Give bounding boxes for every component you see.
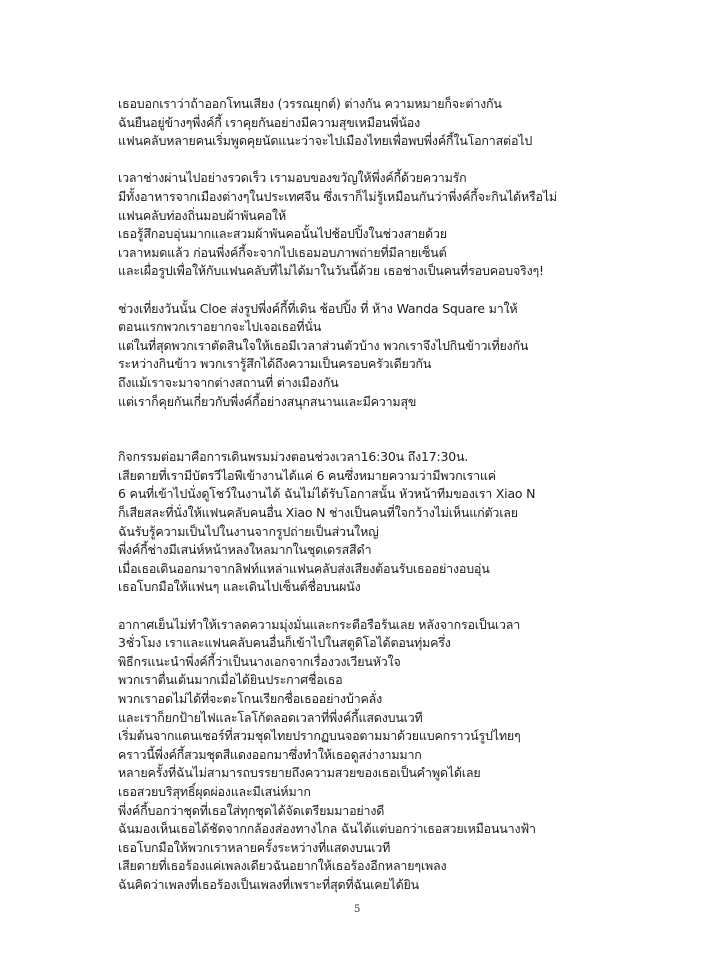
text-line: เริ่มต้นจากแดนเซอร์ที่สวมชุดไทยปรากฏบนจอตามมาด้วยแบคกราวน์รูปไทยๆ	[118, 728, 521, 744]
text-line: เธอรู้สึกอบอุ่นมากและสวมผ้าพันคอนั้นไปช้อปปิ้งในช่วงสายด้วย	[118, 226, 447, 242]
text-line: ฉันรับรู้ความเป็นไปในงานจากรูปถ่ายเป็นส่วนใหญ่	[118, 523, 379, 539]
text-line: และเราก็ยกป้ายไฟและโลโก้ตลอดเวลาที่พี่งค์กี้แสดงบนเวที	[118, 709, 423, 725]
paragraph-2	[118, 169, 618, 281]
paragraph-1	[118, 95, 618, 151]
text-line: แฟนคลับท่องถิ่นมอบผ้าพันคอให้	[118, 207, 286, 223]
text-line: ฉันมองเห็นเธอได้ชัดจากกล้องส่องทางไกล ฉันได้แต่บอกว่าเธอสวยเหมือนนางฟ้า	[118, 821, 536, 837]
document-body	[118, 95, 618, 913]
text-line: เวลาหมดแล้ว ก่อนพี่งค์กี้จะจากไปเธอมอบภาพถ่ายที่มีลายเซ็นต์	[118, 244, 447, 260]
text-line: พวกเราตื่นเต้นมากเมื่อได้ยินประกาศชื่อเธอ	[118, 672, 343, 688]
text-line: เธอสวยบริสุทธิ์ผุดผ่องและมีเสน่ห์มาก	[118, 783, 311, 799]
text-line: พวกเราอดไม่ได้ที่จะตะโกนเรียกชื่อเธออย่างบ้าคลั่ง	[118, 691, 383, 706]
text-line: เวลาช่างผ่านไปอย่างรวดเร็ว เรามอบของขวัญให้พี่งค์กี้ด้วยความรัก	[118, 170, 467, 186]
text-line: แต่เราก็คุยกันเกี่ยวกับพี่งค์กี้อย่างสนุกสนานและมีความสุข	[118, 393, 417, 409]
text-line: ช่วงเที่ยงวันนั้น Cloe ส่งรูปพี่งค์กี้ที่เดิน ช้อปปิ้ง ที่ ห้าง Wanda Square มาให้	[118, 300, 518, 316]
text-line: เธอโบกมือให้พวกเราหลายครั้งระหว่างที่แสดงบนเวที	[118, 839, 391, 855]
text-line: อากาศเย็นไม่ทำให้เราลดความมุ่งมั่นและกระตือรือร้นเลย หลังจากรอเป็นเวลา	[118, 616, 521, 632]
paragraph-5	[118, 616, 618, 895]
text-line: พิธีกรแนะนำพี่งค์กี้ว่าเป็นนางเอกจากเรื่องวงเวียนหัวใจ	[118, 653, 401, 669]
page-number: 5	[354, 904, 361, 915]
text-line: แต่ในที่สุดพวกเราตัดสินใจให้เธอมีเวลาส่วนตัวบ้าง พวกเราจึงไปกินข้าวเที่ยงกัน	[118, 337, 529, 353]
text-line: ฉันคิดว่าเพลงที่เธอร้องเป็นเพลงที่เพราะที่สุดที่ฉันเคยได้ยิน	[118, 876, 419, 892]
text-line: ถึงแม้เราจะมาจากต่างสถานที่ ต่างเมืองกัน	[118, 374, 339, 390]
text-line: 6 คนที่เข้าไปนั่งดูโชว์ในงานได้ ฉันไม่ได้รับโอกาสนั้น หัวหน้าทีมของเรา Xiao N	[118, 486, 536, 502]
text-line: หลายครั้งที่ฉันไม่สามารถบรรยายถึงความสวยของเธอเป็นคำพูดได้เลย	[118, 765, 481, 781]
text-line: ตอนแรกพวกเราอยากจะไปเจอเธอที่นั่น	[118, 319, 322, 335]
paragraph-4	[118, 448, 618, 597]
text-line: และเผื่อรูปเพื่อให้กับแฟนคลับที่ไม่ได้มาในวันนี้ด้วย เธอช่างเป็นคนที่รอบคอบจริงๆ!	[118, 263, 544, 279]
paragraph-3	[118, 300, 618, 412]
text-line: พี่งค์กี้ช่างมีเสน่ห์หน้าหลงใหลมากในชุดเดรสสีดำ	[118, 542, 372, 558]
text-line: ก็เสียสละที่นั่งให้แฟนคลับคนอื่น Xiao N ช่างเป็นคนที่ใจกว้างไม่เห็นแก่ตัวเลย	[118, 505, 518, 521]
text-line: แฟนคลับหลายคนเริ่มพูดคุยนัดแนะว่าจะไปเมืองไทยเพื่อพบพี่งค์กี้ในโอกาสต่อไป	[118, 133, 533, 149]
text-line: ระหว่างกินข้าว พวกเรารู้สึกได้ถึงความเป็นครอบครัวเดียวกัน	[118, 356, 432, 372]
text-line: มีทั้งอาหารจากเมืองต่างๆในประเทศจีน ซึ่งเราก็ไม่รู้เหมือนกันว่าพี่งค์กี้จะกินได้หรือไม่	[118, 188, 557, 204]
text-line: 3ชั่วโมง เราและแฟนคลับคนอื่นก็เข้าไปในสตูดิโอได้ตอนทุ่มครึ่ง	[118, 635, 451, 651]
text-line: เมื่อเธอเดินออกมาจากลิฟท์แหล่าแฟนคลับส่งเสียงต้อนรับเธออย่างอบอุ่น	[118, 560, 490, 576]
text-line: เธอบอกเราว่าถ้าออกโทนเสียง (วรรณยุกต์) ต่างกัน ความหมายก็จะต่างกัน	[118, 96, 502, 111]
text-line: เธอโบกมือให้แฟนๆ และเดินไปเซ็นต์ชื่อบนผนัง	[118, 579, 361, 595]
text-line: คราวนี้พี่งค์กี้สวมชุดสีแดงออกมาซึ่งทำให้เธอดูสง่างามมาก	[118, 746, 422, 762]
text-line: กิจกรรมต่อมาคือการเดินพรมม่วงตอนช่วงเวลา16:30น ถึง17:30น.	[118, 449, 469, 465]
text-line: เสียดายที่เรามีบัตรวีไอพีเข้างานได้แค่ 6 คนซึ่งหมายความว่ามีพวกเราแค่	[118, 467, 496, 483]
text-line: พี่งค์กี้บอกว่าชุดที่เธอใส่ทุกชุดได้จัดเตรียมมาอย่างดี	[118, 802, 385, 818]
text-line: ฉันยืนอยู่ข้างๆพี่งค์กี้ เราคุยกันอย่างมีความสุขเหมือนพี่น้อง	[118, 114, 421, 130]
text-line: เสียดายที่เธอร้องแค่เพลงเดียวฉันอยากให้เธอร้องอีกหลายๆเพลง	[118, 858, 447, 874]
